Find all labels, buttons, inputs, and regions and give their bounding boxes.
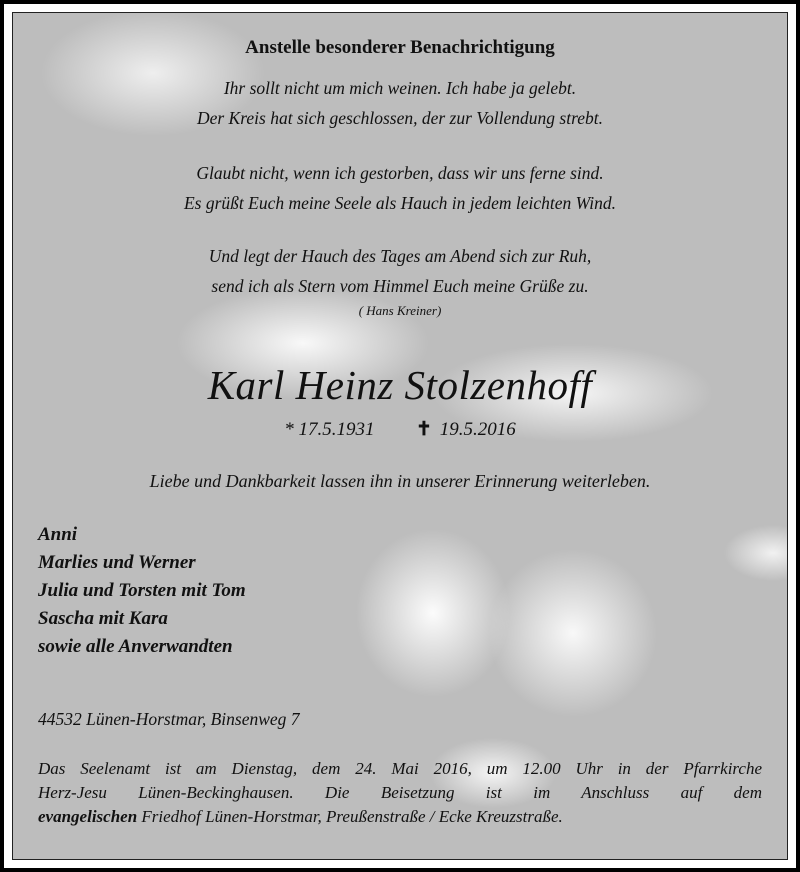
obituary-content (13, 13, 787, 859)
tribute-line: Liebe und Dankbarkeit lassen ihn in unserer Erinnerung weiterleben. (149, 471, 651, 491)
poem-stanza-1 (13, 73, 787, 133)
poem-stanza-2 (13, 158, 787, 218)
mourner: Sascha mit Kara (38, 608, 168, 629)
poem-author: ( Hans Kreiner) (358, 303, 442, 318)
poem-stanza-3 (13, 241, 787, 301)
poem-line: Der Kreis hat sich geschlossen, der zur Vollendung strebt. (196, 108, 604, 128)
poem-line: Und legt der Hauch des Tages am Abend sich zur Ruh, (208, 246, 592, 266)
mourner: Anni (38, 524, 78, 545)
family-address: 44532 Lünen-Horstmar, Binsenweg 7 (38, 709, 300, 729)
death-cross-icon: ✝ (416, 419, 432, 440)
mourners-list (38, 521, 246, 661)
service-emphasis: evangelischen (38, 807, 138, 826)
service-line-rest: Friedhof Lünen-Horstmar, Preußenstraße / Ecke Kreuzstraße. (137, 807, 563, 826)
service-line (38, 805, 762, 829)
death-date: 19.5.2016 (439, 419, 516, 440)
life-dates (13, 418, 787, 441)
service-details (38, 757, 762, 829)
poem-line: Es grüßt Euch meine Seele als Hauch in jedem leichten Wind. (183, 193, 617, 213)
obituary-card (12, 12, 788, 860)
poem-line: Ihr sollt nicht um mich weinen. Ich habe ja gelebt. (223, 78, 577, 98)
service-line: Das Seelenamt ist am Dienstag, dem 24. Mai 2016, um 12.00 Uhr in der Pfarrkirche (38, 759, 762, 778)
birth-star-icon: * (284, 419, 294, 440)
mourner: Julia und Torsten mit Tom (38, 580, 246, 601)
poem-line: Glaubt nicht, wenn ich gestorben, dass wir uns ferne sind. (196, 163, 604, 183)
deceased-name: Karl Heinz Stolzenhoff (207, 362, 593, 408)
birth-date: 17.5.1931 (298, 419, 375, 440)
mourner: sowie alle Anverwandten (38, 636, 233, 657)
poem-line: send ich als Stern vom Himmel Euch meine Grüße zu. (211, 276, 589, 296)
mourner: Marlies und Werner (38, 552, 196, 573)
service-line: Herz-Jesu Lünen-Beckinghausen. Die Beisetzung ist im Anschluss auf dem (38, 783, 762, 802)
notice-header: Anstelle besonderer Benachrichtigung (245, 37, 555, 58)
